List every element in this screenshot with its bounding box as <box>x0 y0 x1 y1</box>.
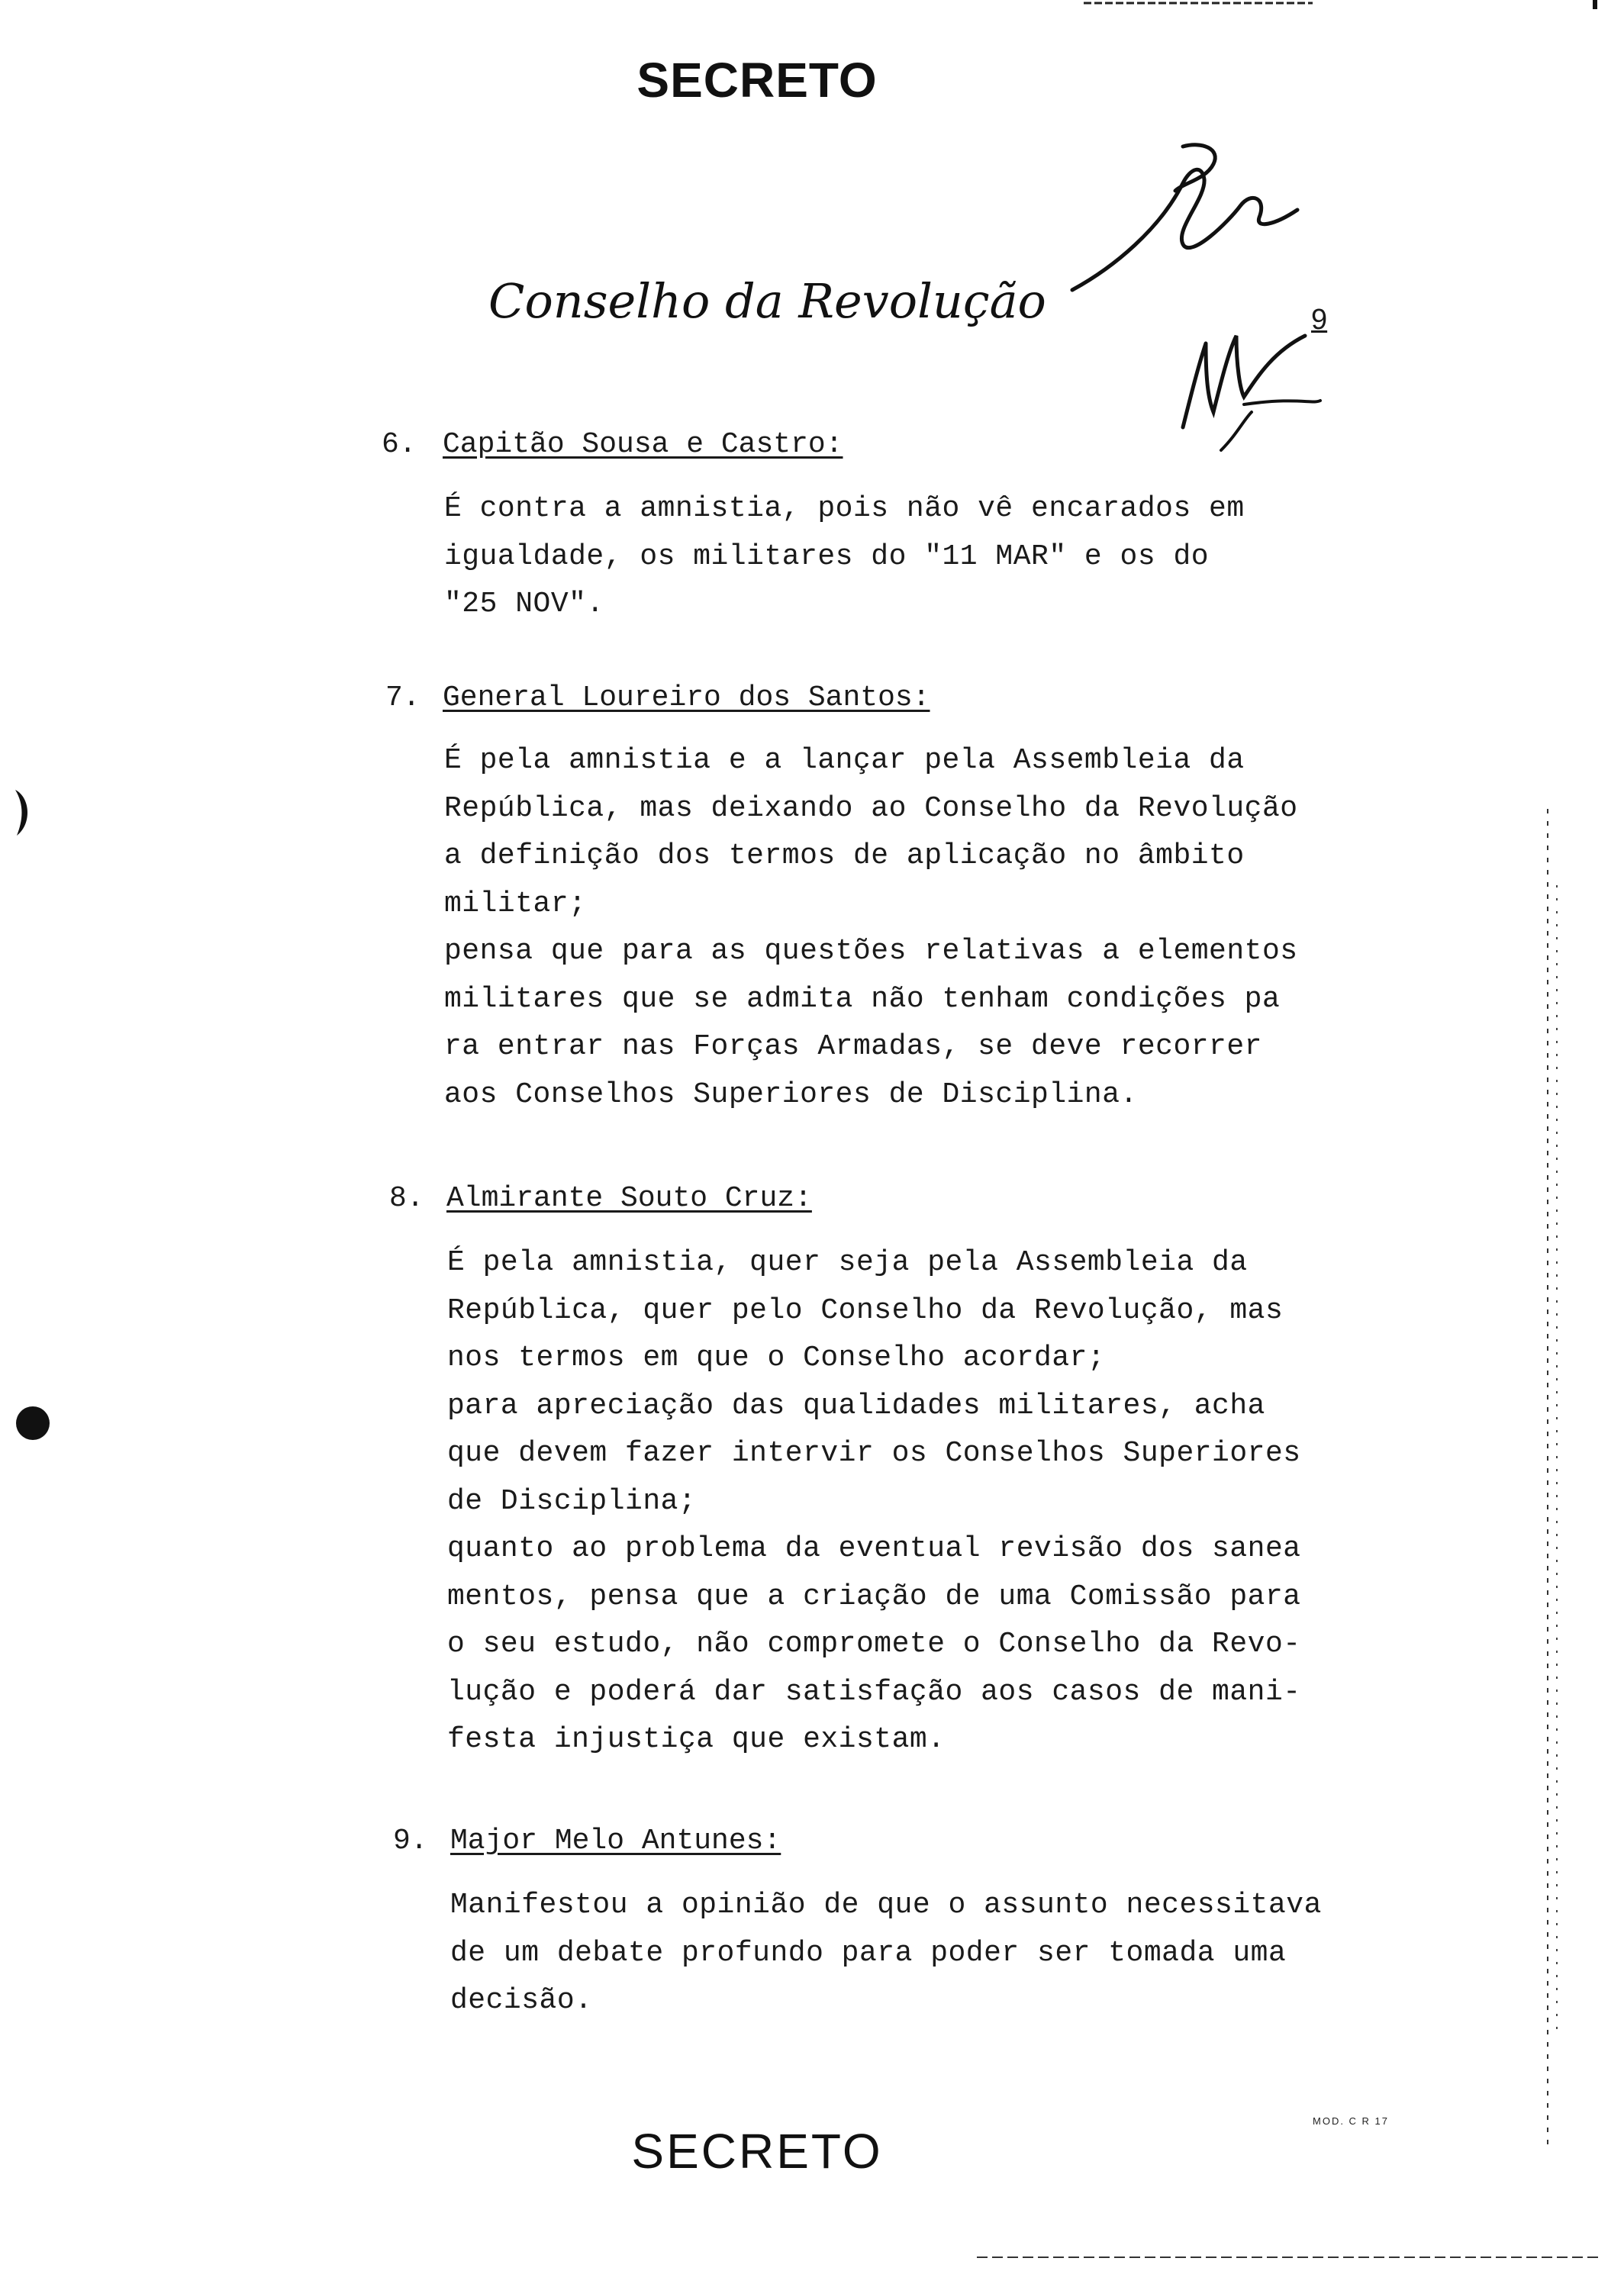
text-line: República, quer pelo Conselho da Revolução, mas <box>447 1293 1284 1327</box>
text-line: nos termos em que o Conselho acordar; <box>447 1342 1106 1374</box>
entry-text <box>444 485 1245 629</box>
text-line: que devem fazer intervir os Conselhos Superiores <box>447 1437 1301 1470</box>
text-line: ra entrar nas Forças Armadas, se deve recorrer <box>444 1030 1262 1063</box>
speaker-name: Almirante Souto Cruz: <box>446 1182 812 1215</box>
speaker-name: Major Melo Antunes: <box>450 1825 781 1857</box>
text-line: militares que se admita não tenham condições pa <box>444 982 1281 1016</box>
text-line: o seu estudo, não compromete o Conselho da Revo- <box>447 1628 1301 1661</box>
handwritten-initials <box>1160 305 1328 458</box>
text-line: de um debate profundo para poder ser tomada uma <box>450 1936 1287 1970</box>
text-line: lução e poderá dar satisfação aos casos de mani- <box>447 1675 1301 1709</box>
text-line: Manifestou a opinião de que o assunto necessitava <box>450 1889 1322 1921</box>
letterhead-title: Conselho da Revolução <box>488 273 1046 329</box>
punch-hole-mark <box>8 786 38 839</box>
text-line: "25 NOV". <box>444 588 604 620</box>
text-line: mentos, pensa que a criação de uma Comissão para <box>447 1580 1301 1613</box>
text-line: É pela amnistia, quer seja pela Assembleia da <box>447 1246 1248 1279</box>
text-line: militar; <box>444 887 587 920</box>
text-line: É contra a amnistia, pois não vê encarados em <box>444 492 1245 525</box>
entry-text <box>450 1882 1322 2025</box>
entry-number: 7. <box>385 681 420 714</box>
punch-hole-mark <box>14 1404 52 1442</box>
classification-footer: SECRETO <box>631 2124 883 2179</box>
speaker-name: Capitão Sousa e Castro: <box>443 428 843 461</box>
page-number: 9 <box>1311 304 1328 336</box>
classification-header: SECRETO <box>636 53 878 108</box>
text-line: pensa que para as questões relativas a elementos <box>444 935 1298 968</box>
entry-text <box>444 737 1298 1119</box>
handwritten-signature <box>1068 137 1328 321</box>
text-line: quanto ao problema da eventual revisão dos sanea <box>447 1532 1301 1565</box>
entry-number: 9. <box>393 1825 428 1857</box>
form-code: MOD. C R 17 <box>1313 2115 1390 2127</box>
entry-number: 8. <box>389 1182 424 1215</box>
text-line: aos Conselhos Superiores de Disciplina. <box>444 1078 1138 1111</box>
text-line: igualdade, os militares do "11 MAR" e os do <box>444 540 1210 573</box>
text-line: decisão. <box>450 1984 593 2017</box>
text-line: de Disciplina; <box>447 1484 697 1518</box>
text-line: É pela amnistia e a lançar pela Assembleia da <box>444 744 1245 777</box>
top-right-edge-mark <box>1084 0 1618 9</box>
text-line: a definição dos termos de aplicação no âmbito <box>444 839 1245 872</box>
entry-number: 6. <box>382 428 417 461</box>
speaker-name: General Loureiro dos Santos: <box>443 681 930 714</box>
text-line: festa injustiça que existam. <box>447 1723 946 1756</box>
bottom-edge-mark <box>977 2251 1603 2266</box>
scan-edge-speckle <box>1542 809 1572 2152</box>
text-line: República, mas deixando ao Conselho da Revolução <box>444 791 1298 825</box>
entry-text <box>447 1239 1301 1764</box>
text-line: para apreciação das qualidades militares, acha <box>447 1389 1265 1422</box>
